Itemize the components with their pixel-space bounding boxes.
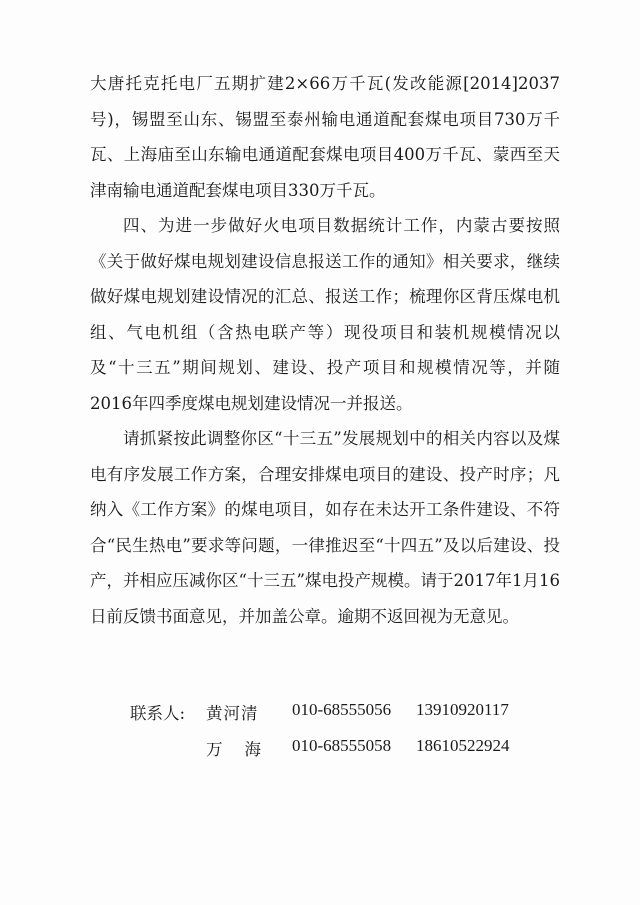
contact-name: 万海: [206, 740, 283, 759]
contacts-label: 联系人:: [130, 704, 186, 723]
document-body: [90, 66, 560, 634]
contact-mobile: 13910920117: [416, 700, 509, 719]
contact-name: 黄河清: [206, 704, 259, 723]
contact-phone: 010-68555058: [292, 736, 392, 755]
contact-mobile: 18610522924: [416, 736, 510, 755]
paragraph-request: 请抓紧按此调整你区“十三五”发展规划中的相关内容以及煤电有序发展工作方案，合理安排煤电项目的建设、投产时序；凡纳入《工作方案》的煤电项目，如存在未达开工条件建设、不符合“民生热电”要求等问题，一律推迟至“十四五”及以后建设、投产，并相应压减你区“十三五”煤电投产规模。请于2017年1月16日前反馈书面意见，并加盖公章。逾期不返回视为无意见。: [90, 429, 560, 626]
paragraph-continuation: 大唐托克托电厂五期扩建2×66万千瓦(发改能源[2014]2037号)，锡盟至山东、锡盟至泰州输电通道配套煤电项目730万千瓦、上海庙至山东输电通道配套煤电项目400万千瓦、蒙西至天津南输电通道配套煤电项目330万千瓦。: [90, 74, 560, 200]
paragraph-item-four: 四、为进一步做好火电项目数据统计工作，内蒙古要按照《关于做好煤电规划建设信息报送工作的通知》相关要求，继续做好煤电规划建设情况的汇总、报送工作；梳理你区背压煤电机组、气电机组（含热电联产等）现役项目和装机规模情况以及“十三五”期间规划、建设、投产项目和规模情况等，并随2016年四季度煤电规划建设情况一并报送。: [90, 216, 560, 413]
contact-phone: 010-68555056: [292, 700, 392, 719]
